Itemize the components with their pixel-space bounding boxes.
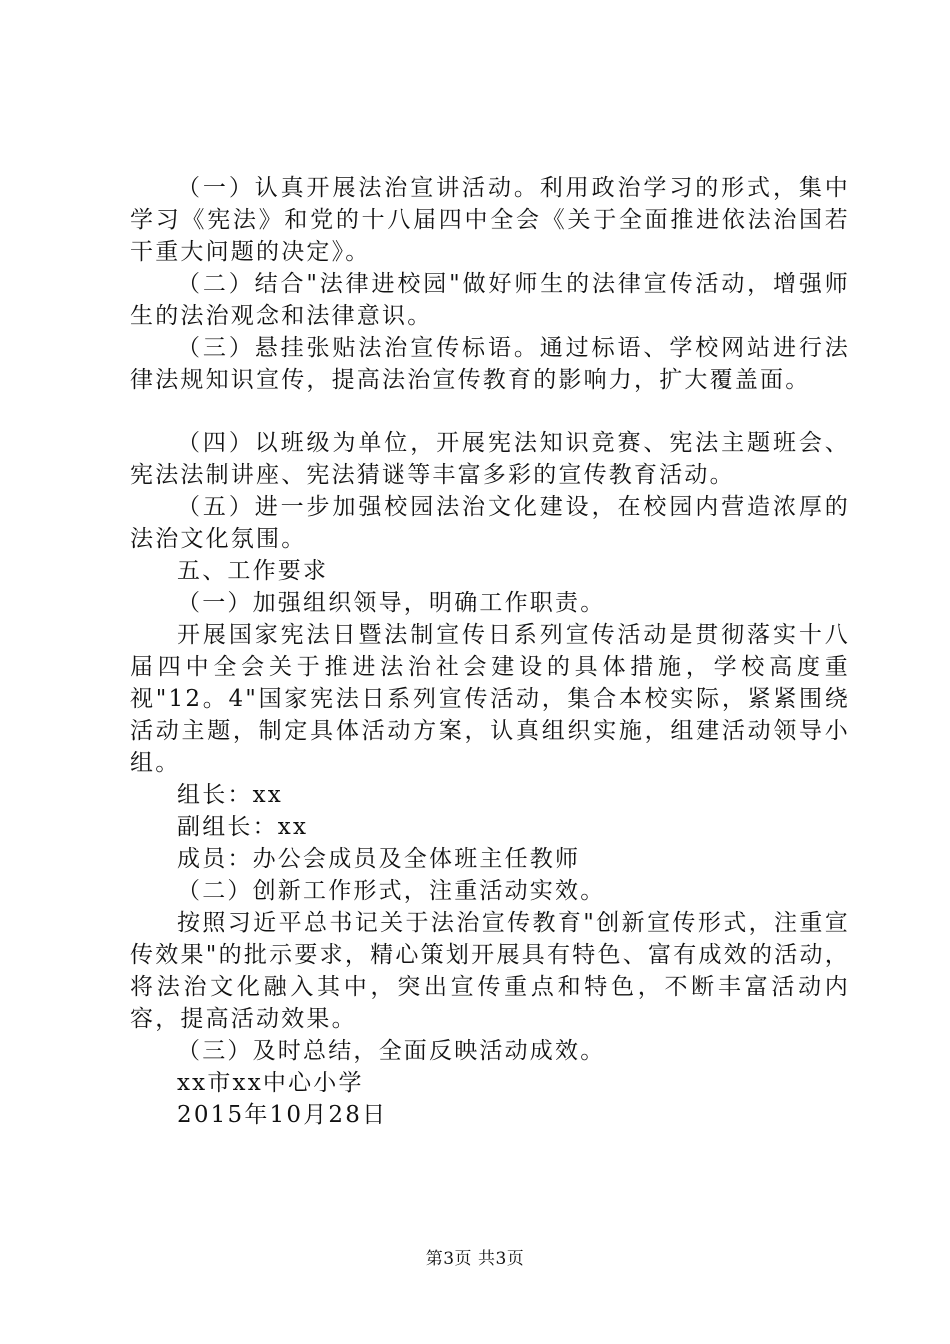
document-body	[130, 172, 850, 1131]
signature-date: 2015年10月28日	[177, 1102, 388, 1128]
paragraph-members: 成员：办公会成员及全体班主任教师	[177, 846, 581, 872]
subheading-summary: （三）及时总结，全面反映活动成效。	[177, 1038, 606, 1064]
paragraph-group-leader: 组长：xx	[177, 782, 283, 808]
paragraph-organization-details: 开展国家宪法日暨法制宣传日系列宣传活动是贯彻落实十八届四中全会关于推进法治社会建设的具体措施，学校高度重视"12。4"国家宪法日系列宣传活动，集合本校实际，紧紧围绕活动主题，制定具体活动方案，认真组织实施，组建活动领导小组。	[130, 622, 850, 776]
paragraph-slogans: （三）悬挂张贴法治宣传标语。通过标语、学校网站进行法律法规知识宣传，提高法治宣传教育的影响力，扩大覆盖面。	[130, 335, 850, 393]
paragraph-deputy-leader: 副组长：xx	[177, 814, 309, 840]
section-heading-work-requirements: 五、工作要求	[177, 558, 329, 584]
subheading-organization: （一）加强组织领导，明确工作职责。	[177, 590, 606, 616]
paragraph-innovation-details: 按照习近平总书记关于法治宣传教育"创新宣传形式，注重宣传效果"的批示要求，精心策划开展具有特色、富有成效的活动，将法治文化融入其中，突出宣传重点和特色，不断丰富活动内容，提高活动效果。	[130, 910, 850, 1032]
signature-school: xx市xx中心小学	[177, 1070, 364, 1096]
page-number-footer: 第3页 共3页	[425, 1249, 525, 1269]
paragraph-campus-culture: （五）进一步加强校园法治文化建设，在校园内营造浓厚的法治文化氛围。	[130, 494, 850, 552]
paragraph-spacer	[130, 396, 850, 427]
paragraph-lecture-activity: （一）认真开展法治宣讲活动。利用政治学习的形式，集中学习《宪法》和党的十八届四中全会《关于全面推进依法治国若干重大问题的决定》。	[130, 175, 850, 265]
paragraph-law-in-school: （二）结合"法律进校园"做好师生的法律宣传活动，增强师生的法治观念和法律意识。	[130, 271, 850, 329]
subheading-innovation: （二）创新工作形式，注重活动实效。	[177, 878, 606, 904]
paragraph-class-activities: （四）以班级为单位，开展宪法知识竞赛、宪法主题班会、宪法法制讲座、宪法猜谜等丰富多彩的宣传教育活动。	[130, 430, 850, 488]
